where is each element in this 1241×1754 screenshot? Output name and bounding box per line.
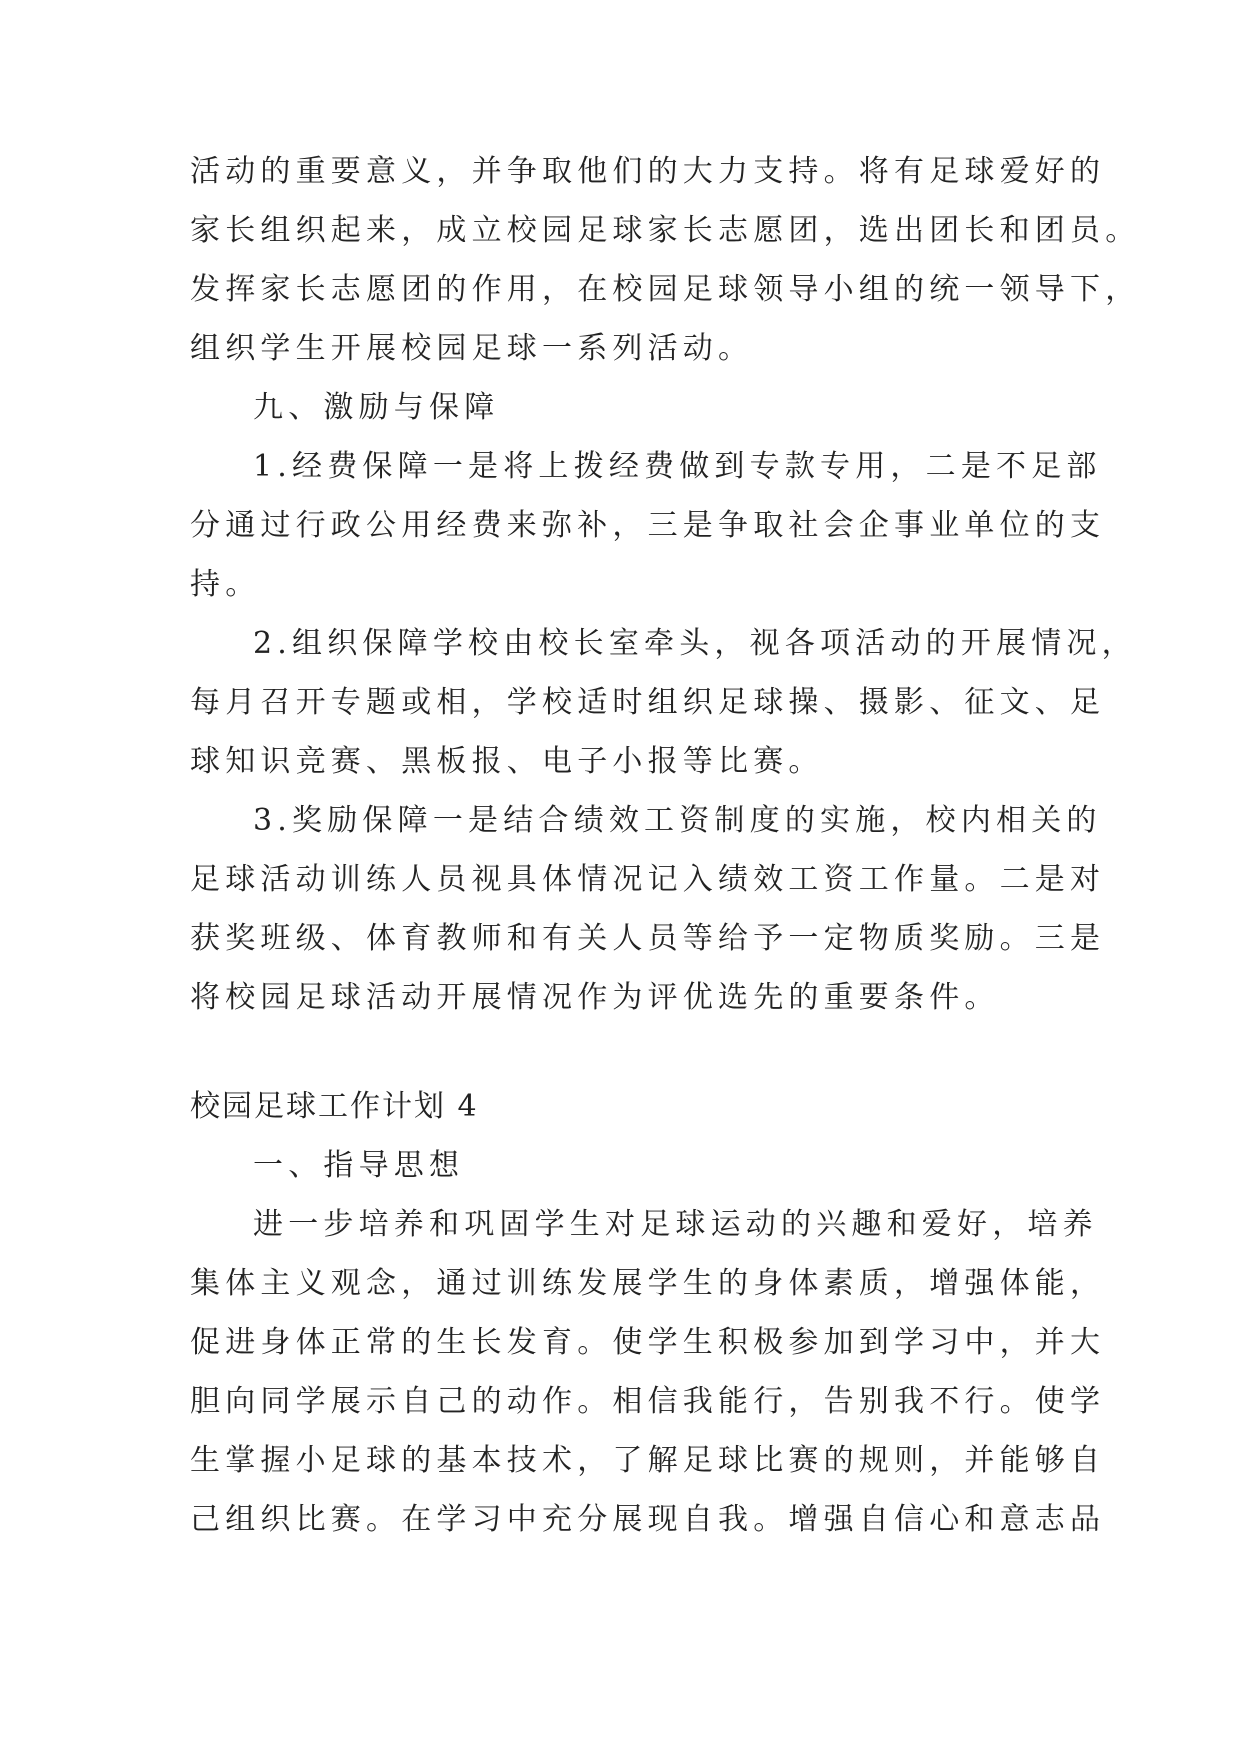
paragraph-line: 持。: [190, 567, 261, 602]
paragraph-line: 3.奖励保障一是结合绩效工资制度的实施，校内相关的: [253, 803, 1102, 838]
paragraph-line: 胆向同学展示自己的动作。相信我能行，告别我不行。使学: [190, 1384, 1106, 1419]
paragraph-line: 将校园足球活动开展情况作为评优选先的重要条件。: [190, 980, 1000, 1015]
paragraph-line: 生掌握小足球的基本技术，了解足球比赛的规则，并能够自: [190, 1443, 1106, 1478]
paragraph-line: 1.经费保障一是将上拨经费做到专款专用，二是不足部: [253, 449, 1102, 484]
paragraph-line: 发挥家长志愿团的作用，在校园足球领导小组的统一领导下，: [190, 272, 1141, 307]
paragraph-line: 每月召开专题或相，学校适时组织足球操、摄影、征文、足: [190, 685, 1106, 720]
section-heading: 九、激励与保障: [253, 390, 500, 425]
paragraph-line: 家长组织起来，成立校园足球家长志愿团，选出团长和团员。: [190, 213, 1141, 248]
paragraph-line: 活动的重要意义，并争取他们的大力支持。将有足球爱好的: [190, 154, 1106, 189]
paragraph-line: 获奖班级、体育教师和有关人员等给予一定物质奖励。三是: [190, 921, 1106, 956]
paragraph-line: 分通过行政公用经费来弥补，三是争取社会企事业单位的支: [190, 508, 1106, 543]
section-heading: 一、指导思想: [253, 1148, 465, 1183]
paragraph-line: 促进身体正常的生长发育。使学生积极参加到学习中，并大: [190, 1325, 1106, 1360]
paragraph-line: 2.组织保障学校由校长室牵头，视各项活动的开展情况，: [253, 626, 1137, 661]
document-title: 校园足球工作计划 4: [190, 1089, 479, 1124]
paragraph-line: 己组织比赛。在学习中充分展现自我。增强自信心和意志品: [190, 1502, 1106, 1537]
paragraph-line: 集体主义观念，通过训练发展学生的身体素质，增强体能，: [190, 1266, 1106, 1301]
paragraph-line: 球知识竞赛、黑板报、电子小报等比赛。: [190, 744, 824, 779]
paragraph-line: 组织学生开展校园足球一系列活动。: [190, 331, 754, 366]
paragraph-line: 足球活动训练人员视具体情况记入绩效工资工作量。二是对: [190, 862, 1106, 897]
paragraph-line: 进一步培养和巩固学生对足球运动的兴趣和爱好，培养: [253, 1207, 1098, 1242]
